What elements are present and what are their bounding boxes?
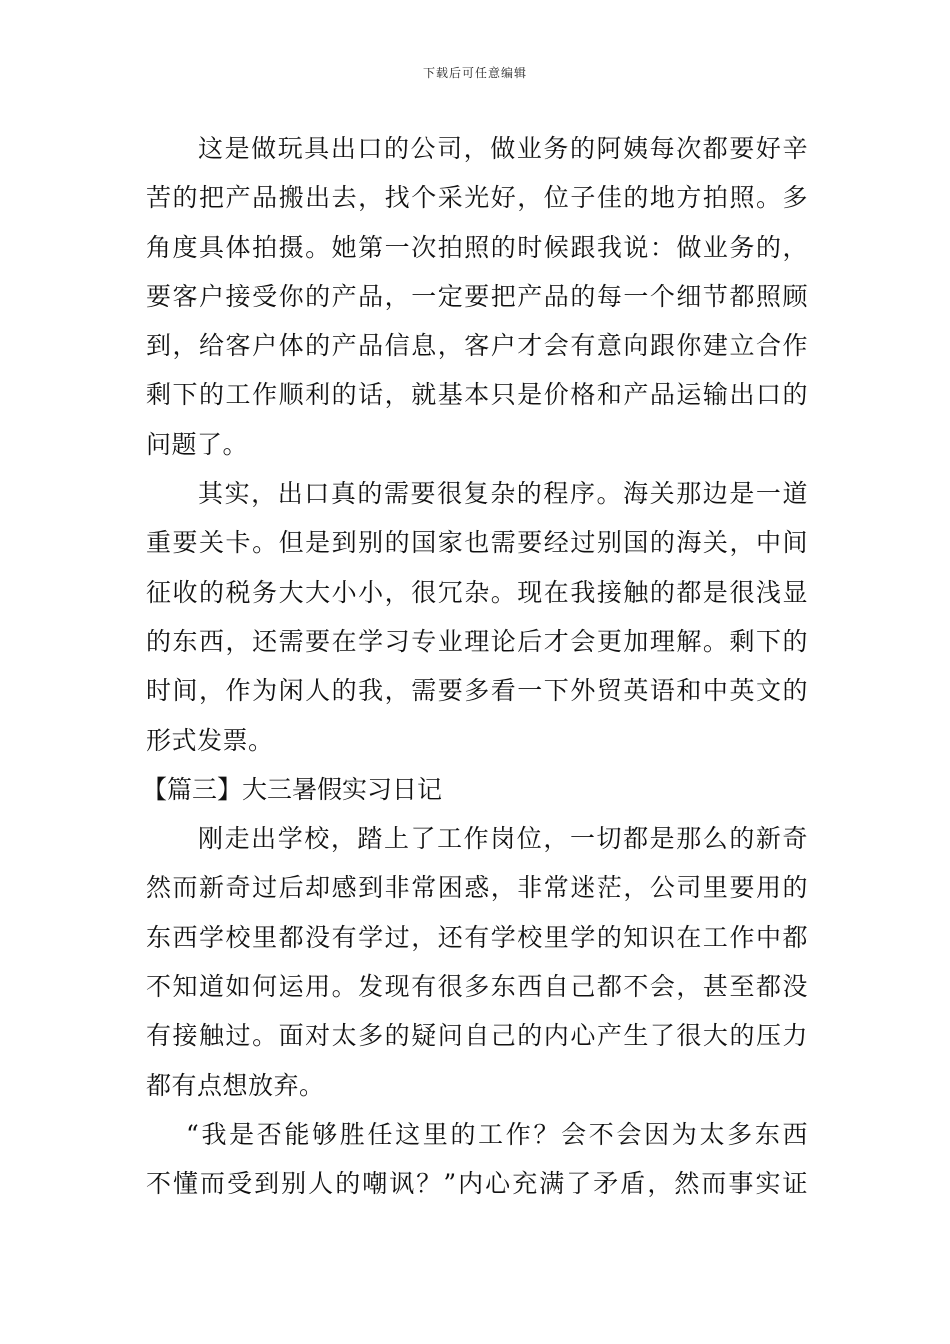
text-line: 要客户接受你的产品，一定要把产品的每一个细节都照顾 [146, 281, 808, 311]
text-line: 这是做玩具出口的公司，做业务的阿姨每次都要好辛 [198, 134, 808, 163]
text-line: 然而新奇过后却感到非常困惑，非常迷茫，公司里要用的 [146, 873, 808, 903]
text-line: 不懂而受到别人的嘲讽？”内心充满了矛盾，然而事实证 [146, 1169, 808, 1199]
text-line: 形式发票。 [146, 725, 274, 755]
text-line: 时间，作为闲人的我，需要多看一下外贸英语和中英文的 [146, 676, 808, 706]
paragraph-1 [146, 124, 808, 469]
text-line: 问题了。 [146, 429, 249, 459]
text-line: 有接触过。面对太多的疑问自己的内心产生了很大的压力 [146, 1021, 808, 1051]
text-line: 不知道如何运用。发现有很多东西自己都不会，甚至都没 [146, 972, 808, 1002]
text-line: 的东西，还需要在学习专业理论后才会更加理解。剩下的 [146, 626, 808, 656]
paragraph-3 [146, 814, 808, 1110]
text-line: 苦的把产品搬出去，找个采光好，位子佳的地方拍照。多 [146, 183, 808, 213]
text-line: 剩下的工作顺利的话，就基本只是价格和产品运输出口的 [146, 380, 808, 410]
text-line: 都有点想放弃。 [146, 1070, 325, 1100]
text-line: 到，给客户体的产品信息，客户才会有意向跟你建立合作 [146, 331, 808, 361]
text-line: 其实，出口真的需要很复杂的程序。海关那边是一道 [198, 479, 808, 509]
page-header: 下载后可任意编辑 [422, 66, 527, 80]
paragraph-4 [146, 1110, 808, 1209]
section-heading: 【篇三】大三暑假实习日记 [142, 774, 443, 804]
paragraph-2 [146, 469, 808, 765]
text-line: 东西学校里都没有学过，还有学校里学的知识在工作中都 [146, 922, 808, 952]
text-line: 刚走出学校，踏上了工作岗位，一切都是那么的新奇 [198, 824, 808, 854]
text-line: 重要关卡。但是到别的国家也需要经过别国的海关，中间 [146, 528, 808, 558]
document-body [142, 124, 808, 1209]
text-line: “我是否能够胜任这里的工作？会不会因为太多东西 [186, 1119, 808, 1149]
text-line: 角度具体拍摄。她第一次拍照的时候跟我说：做业务的， [146, 232, 808, 262]
text-line: 征收的税务大大小小，很冗杂。现在我接触的都是很浅显 [146, 577, 808, 607]
